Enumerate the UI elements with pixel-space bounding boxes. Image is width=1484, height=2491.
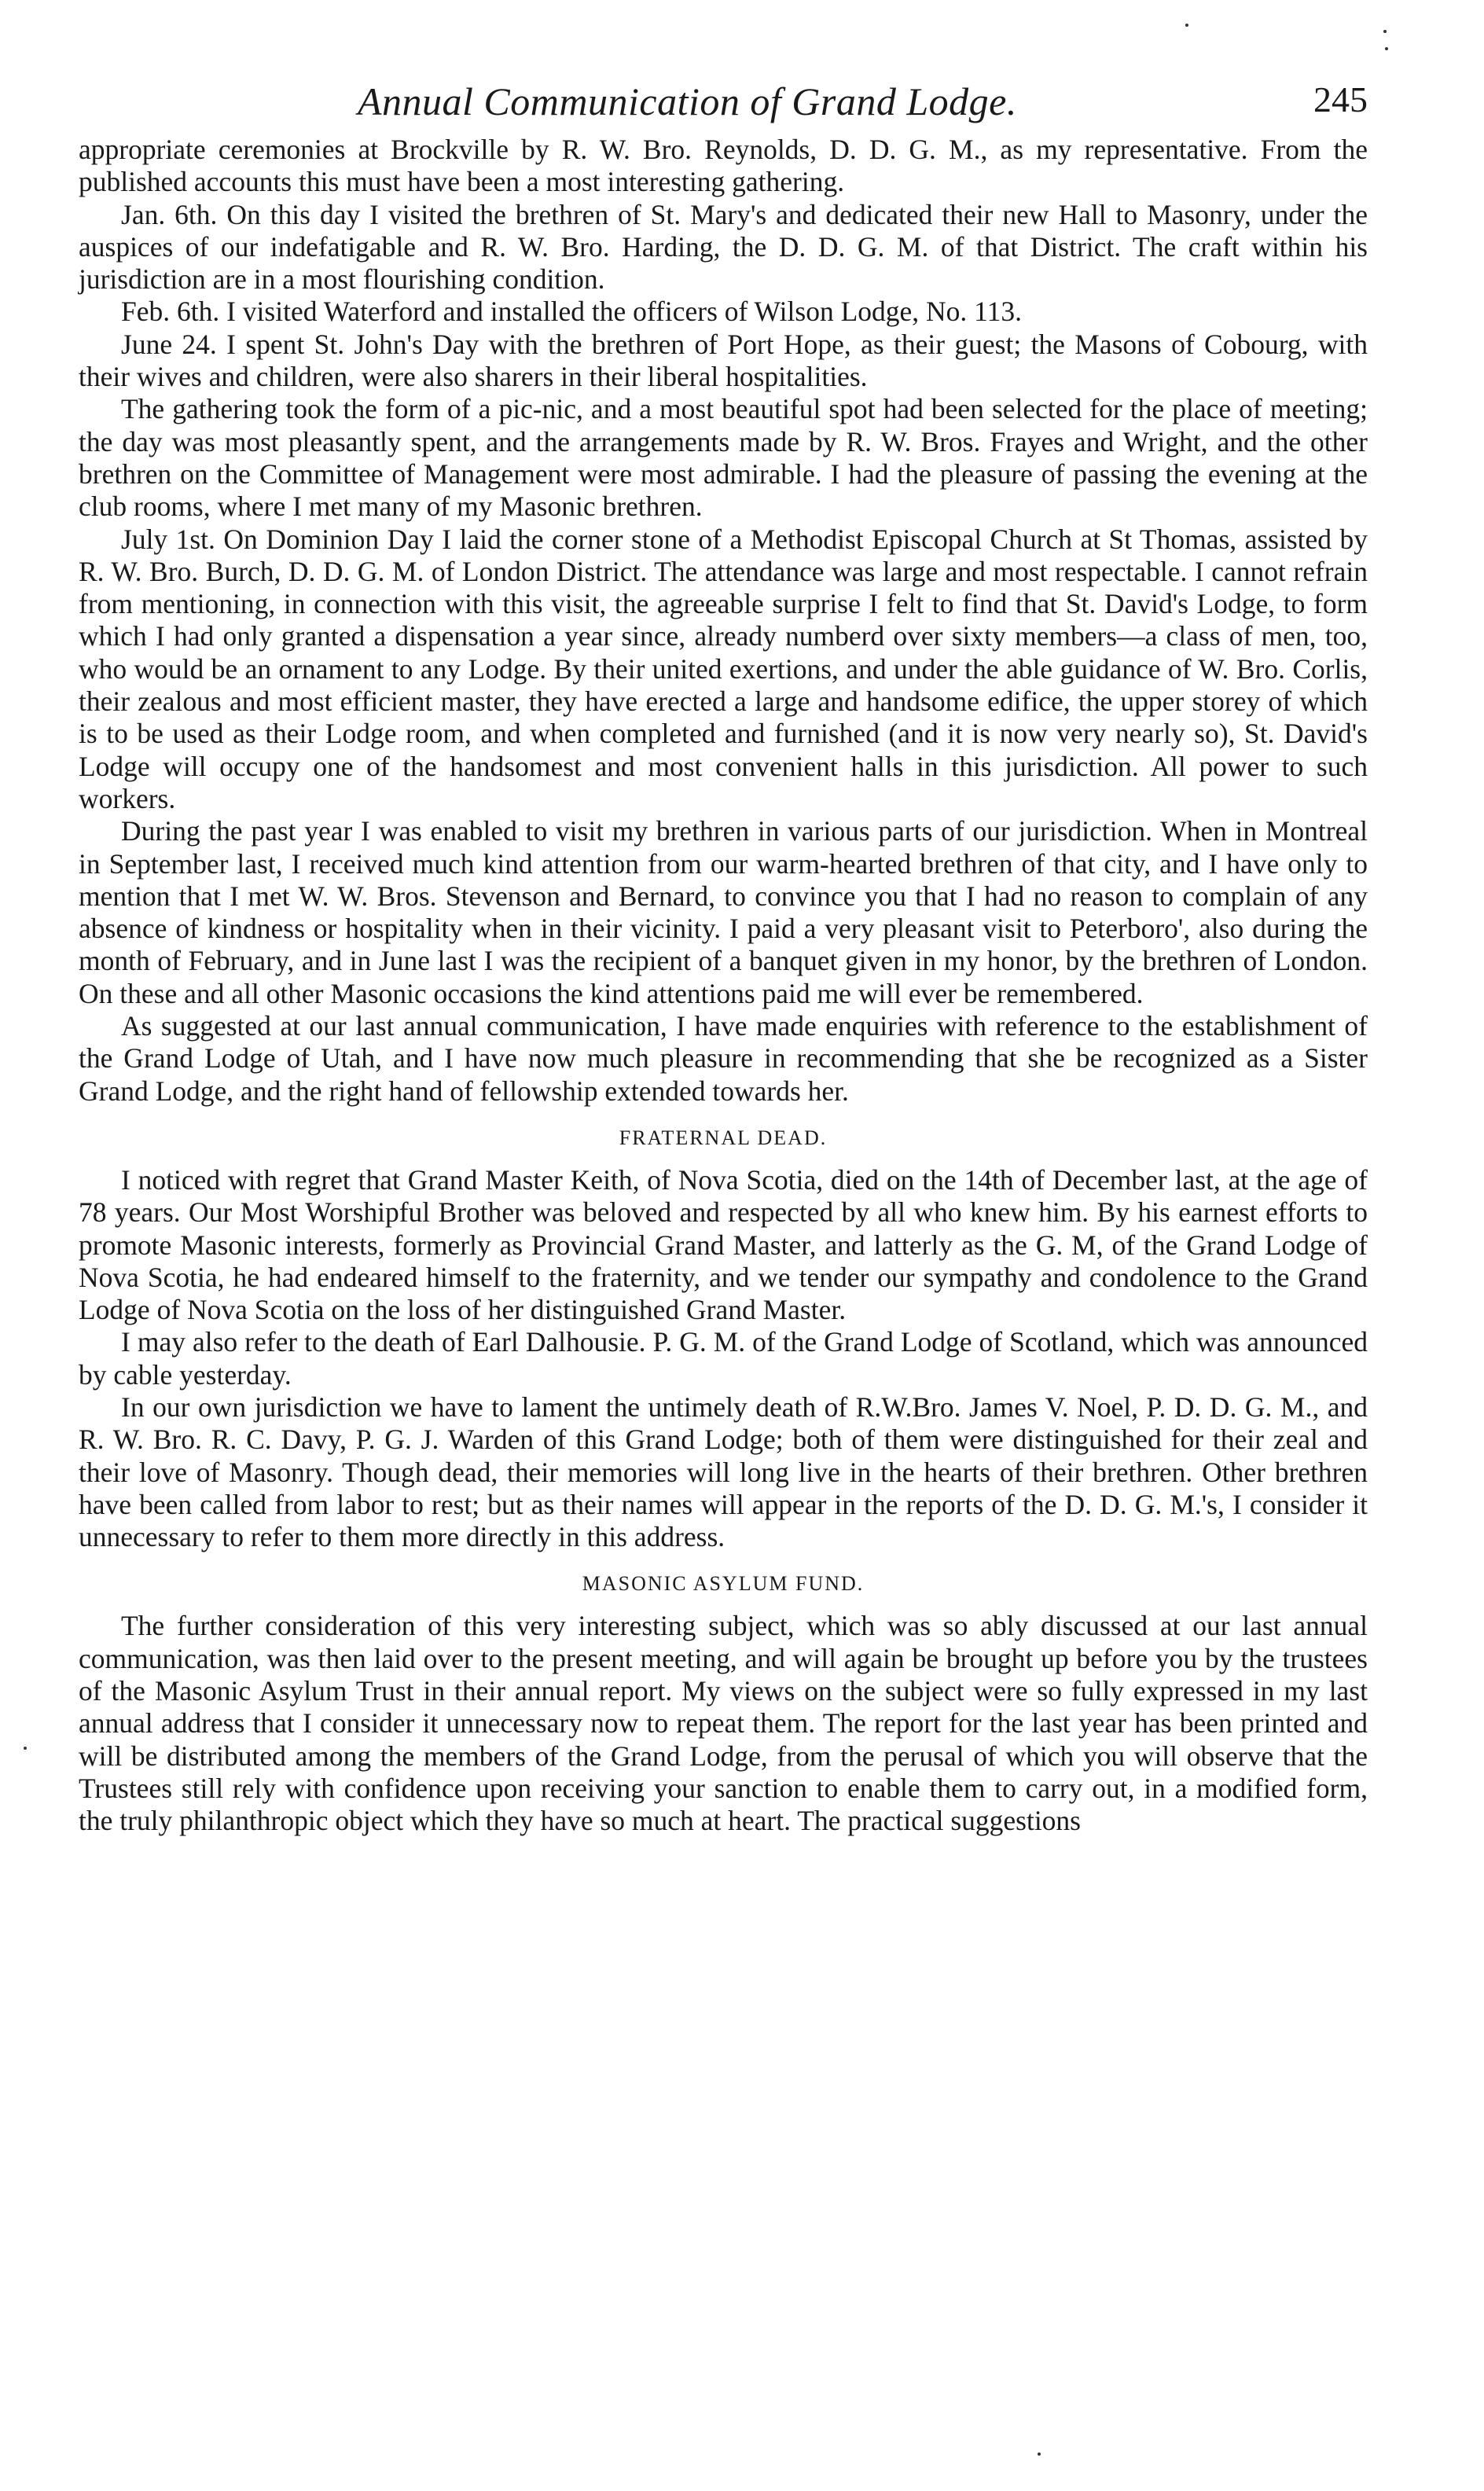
paragraph: Jan. 6th. On this day I visited the brethren of St. Mary's and dedicated their new Hall to Masonry, under the auspices of our indefatigable and R. W. Bro. Harding, the D. D. G. M. of that District. The craft within his jurisdiction are in a most flourishing condition. [79,198,1368,296]
scan-speck [1383,30,1387,33]
paragraph: July 1st. On Dominion Day I laid the corner stone of a Methodist Episcopal Church at St Thomas, assisted by R. W. Bro. Burch, D. D. G. M. of London District. The attendance was large and most respectable. I cannot refrain from mentioning, in connection with this visit, the agreeable surprise I felt to find that St. David's Lodge, to form which I had only granted a dispensation a year since, already numberd over sixty members—a class of men, too, who would be an ornament to any Lodge. By their united exertions, and under the able guidance of W. Bro. Corlis, their zealous and most efficient master, they have erected a large and handsome edifice, the upper storey of which is to be used as their Lodge room, and when completed and furnished (and it is now very nearly so), St. David's Lodge will occupy one of the handsomest and most convenient halls in this jurisdiction. All power to such workers. [79,523,1368,814]
paragraph: I noticed with regret that Grand Master Keith, of Nova Scotia, died on the 14th of December last, at the age of 78 years. Our Most Worshipful Brother was beloved and respected by all who knew him. By his earnest efforts to promote Masonic interests, formerly as Provincial Grand Master, and latterly as the G. M, of the Grand Lodge of Nova Scotia, he had endeared himself to the fraternity, and we tender our sympathy and condolence to the Grand Lodge of Nova Scotia on the loss of her distinguished Grand Master. [79,1163,1368,1326]
paragraph: In our own jurisdiction we have to lament the untimely death of R.W.Bro. James V. Noel, P. D. D. G. M., and R. W. Bro. R. C. Davy, P. G. J. Warden of this Grand Lodge; both of them were distinguished for their zeal and their love of Masonry. Though dead, their memories will long live in the hearts of their brethren. Other brethren have been called from labor to rest; but as their names will appear in the reports of the D. D. G. M.'s, I consider it unnecessary to refer to them more directly in this address. [79,1391,1368,1553]
scan-speck [1385,47,1388,50]
page [79,79,1368,1838]
paragraph: During the past year I was enabled to visit my brethren in various parts of our jurisdiction. When in Montreal in September last, I received much kind attention from our warm-hearted brethren of that city, and I have only to mention that I met W. W. Bros. Stevenson and Bernard, to convince you that I had no reason to complain of any absence of kindness or hospitality when in their vicinity. I paid a very pleasant visit to Peterboro', also during the month of February, and in June last I was the recipient of a banquet given in my honor, by the brethren of London. On these and all other Masonic occasions the kind attentions paid me will ever be remembered. [79,815,1368,1009]
scan-speck [1038,2452,1041,2456]
body-text [79,134,1368,1838]
section-heading-masonic-asylum-fund: MASONIC ASYLUM FUND. [582,1572,865,1596]
paragraph: The gathering took the form of a pic-nic, and a most beautiful spot had been selected for the place of meeting; the day was most pleasantly spent, and the arrangements made by R. W. Bros. Frayes and Wright, and the other brethren on the Committee of Management were most admirable. I had the pleasure of passing the evening at the club rooms, where I met many of my Masonic brethren. [79,393,1368,523]
section-heading-fraternal-dead: FRATERNAL DEAD. [619,1126,828,1149]
page-header [79,79,1368,134]
page-number: 245 [1313,79,1368,119]
paragraph: Feb. 6th. I visited Waterford and installed the officers of Wilson Lodge, No. 113. [121,296,1022,328]
paragraph: appropriate ceremonies at Brockville by R. W. Bro. Reynolds, D. D. G. M., as my representative. From the published accounts this must have been a most interesting gathering. [79,134,1368,198]
scan-speck [1185,24,1188,27]
running-title: Annual Communication of Grand Lodge. [358,79,1017,123]
paragraph: I may also refer to the death of Earl Dalhousie. P. G. M. of the Grand Lodge of Scotland, which was announced by cable yesterday. [79,1326,1368,1391]
paragraph: The further consideration of this very interesting subject, which was so ably discussed at our last annual communication, was then laid over to the present meeting, and will again be brought up before you by the trustees of the Masonic Asylum Trust in their annual report. My views on the subject were so fully expressed in my last annual address that I consider it unnecessary now to repeat them. The report for the last year has been printed and will be distributed among the members of the Grand Lodge, from the perusal of which you will observe that the Trustees still rely with confidence upon receiving your sanction to enable them to carry out, in a modified form, the truly philanthropic object which they have so much at heart. The practical suggestions [79,1610,1368,1837]
paragraph: As suggested at our last annual communication, I have made enquiries with reference to the establishment of the Grand Lodge of Utah, and I have now much pleasure in recommending that she be recognized as a Sister Grand Lodge, and the right hand of fellowship extended towards her. [79,1010,1368,1107]
scan-speck [24,1747,27,1750]
paragraph: June 24. I spent St. John's Day with the brethren of Port Hope, as their guest; the Masons of Cobourg, with their wives and children, were also sharers in their liberal hospitalities. [79,328,1368,393]
